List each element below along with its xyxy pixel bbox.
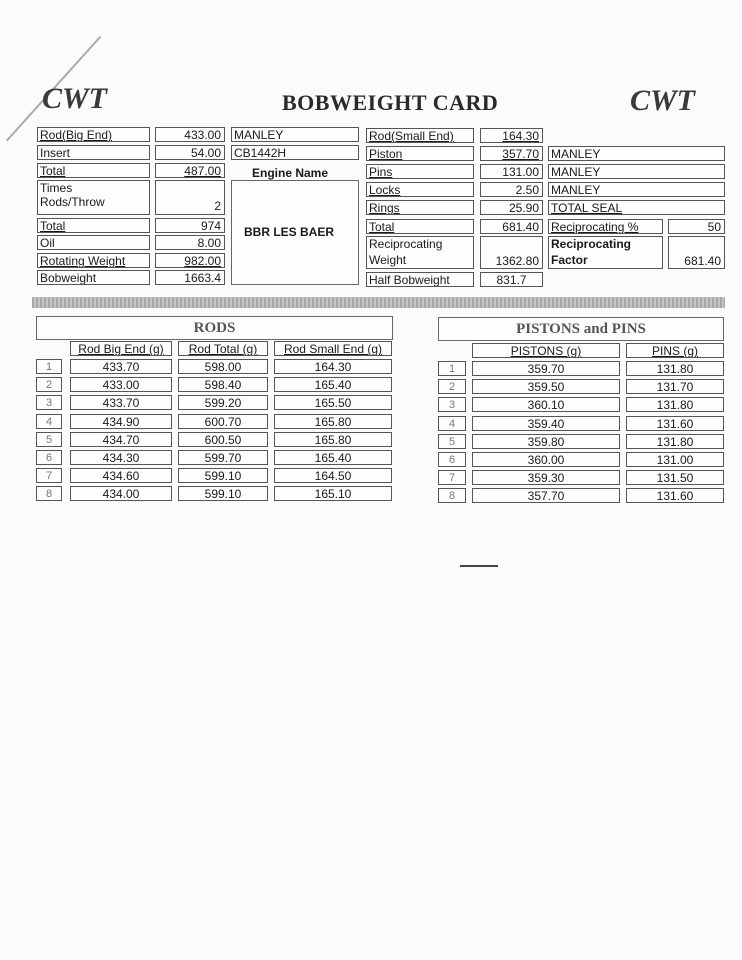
pistons-row-index: 3 <box>438 397 466 412</box>
times-value: 2 <box>155 180 225 215</box>
rods-cell-small-end: 165.40 <box>274 377 392 392</box>
rods-row-index: 3 <box>36 395 62 410</box>
rods-cell-total: 600.50 <box>178 432 268 447</box>
pistons-cell-pin: 131.80 <box>626 397 724 412</box>
rods-cell-total: 598.40 <box>178 377 268 392</box>
pistons-cell-piston: 359.50 <box>472 379 620 394</box>
pistons-row-index: 8 <box>438 488 466 503</box>
rods-cell-small-end: 165.40 <box>274 450 392 465</box>
rods-row-index: 6 <box>36 450 62 465</box>
total2-label: Total <box>37 218 150 233</box>
reciprocating-factor-value: 681.40 <box>668 236 725 269</box>
pistons-row-index: 4 <box>438 416 466 431</box>
locks-label: Locks <box>366 182 474 197</box>
rods-cell-total: 600.70 <box>178 414 268 429</box>
rods-header-total: Rod Total (g) <box>178 341 268 356</box>
bobweight-label: Bobweight <box>37 270 150 285</box>
insert-value: 54.00 <box>155 145 225 160</box>
pistons-header-piston: PISTONS (g) <box>472 343 620 358</box>
rods-cell-small-end: 165.50 <box>274 395 392 410</box>
pistons-cell-piston: 357.70 <box>472 488 620 503</box>
times-label-line2: Rods/Throw <box>40 195 105 209</box>
rod-big-end-label: Rod(Big End) <box>37 127 150 142</box>
reciprocating-factor-label <box>548 236 663 269</box>
times-label <box>37 180 150 215</box>
reciprocating-weight-label-line1: Reciprocating <box>369 237 443 251</box>
pistons-row-index: 1 <box>438 361 466 376</box>
pistons-cell-piston: 359.40 <box>472 416 620 431</box>
pistons-cell-pin: 131.50 <box>626 470 724 485</box>
piston-value: 357.70 <box>480 146 543 161</box>
locks-brand: MANLEY <box>548 182 725 197</box>
total3-label: Total <box>366 219 474 234</box>
insert-label: Insert <box>37 145 150 160</box>
rods-row-index: 2 <box>36 377 62 392</box>
pistons-cell-pin: 131.00 <box>626 452 724 467</box>
rod-big-end-brand: MANLEY <box>231 127 359 142</box>
half-bobweight-value: 831.7 <box>480 272 543 287</box>
half-bobweight-label: Half Bobweight <box>366 272 474 287</box>
rods-cell-total: 599.10 <box>178 468 268 483</box>
reciprocating-pct-label: Reciprocating % <box>548 219 663 234</box>
total2-value: 974 <box>155 218 225 233</box>
pistons-row-index: 2 <box>438 379 466 394</box>
bobweight-value: 1663.4 <box>155 270 225 285</box>
pins-label: Pins <box>366 164 474 179</box>
reciprocating-factor-label-line1: Reciprocating <box>551 237 632 251</box>
locks-value: 2.50 <box>480 182 543 197</box>
rods-cell-big-end: 433.00 <box>70 377 172 392</box>
section-divider <box>32 297 725 308</box>
rods-header-big-end: Rod Big End (g) <box>70 341 172 356</box>
pins-value: 131.00 <box>480 164 543 179</box>
rotating-weight-label: Rotating Weight <box>37 253 150 268</box>
pistons-row-index: 5 <box>438 434 466 449</box>
rods-header-small-end: Rod Small End (g) <box>274 341 392 356</box>
rods-row-index: 8 <box>36 486 62 501</box>
rods-cell-small-end: 165.80 <box>274 414 392 429</box>
rotating-weight-value: 982.00 <box>155 253 225 268</box>
rods-cell-total: 599.10 <box>178 486 268 501</box>
rods-cell-small-end: 164.30 <box>274 359 392 374</box>
rings-brand: TOTAL SEAL <box>548 200 725 215</box>
rod-small-end-label: Rod(Small End) <box>366 128 474 143</box>
rods-cell-small-end: 165.10 <box>274 486 392 501</box>
rods-cell-big-end: 434.60 <box>70 468 172 483</box>
rods-cell-big-end: 433.70 <box>70 395 172 410</box>
rings-label: Rings <box>366 200 474 215</box>
pistons-cell-pin: 131.60 <box>626 488 724 503</box>
pistons-cell-pin: 131.80 <box>626 434 724 449</box>
pistons-header-pin: PINS (g) <box>626 343 724 358</box>
reciprocating-weight-label <box>366 236 474 269</box>
rod-big-end-value: 433.00 <box>155 127 225 142</box>
rings-value: 25.90 <box>480 200 543 215</box>
rods-cell-total: 598.00 <box>178 359 268 374</box>
pistons-cell-pin: 131.60 <box>626 416 724 431</box>
rods-cell-big-end: 433.70 <box>70 359 172 374</box>
reciprocating-weight-label-line2: Weight <box>369 253 407 267</box>
total1-label: Total <box>37 163 150 178</box>
total3-value: 681.40 <box>480 219 543 234</box>
pistons-cell-piston: 360.00 <box>472 452 620 467</box>
total1-value: 487.00 <box>155 163 225 178</box>
pistons-title: PISTONS and PINS <box>438 317 724 341</box>
engine-name-label: Engine Name <box>252 166 329 180</box>
rods-cell-small-end: 164.50 <box>274 468 392 483</box>
rods-row-index: 5 <box>36 432 62 447</box>
rods-row-index: 7 <box>36 468 62 483</box>
rods-cell-total: 599.70 <box>178 450 268 465</box>
rods-cell-small-end: 165.80 <box>274 432 392 447</box>
rods-row-index: 1 <box>36 359 62 374</box>
pistons-row-index: 6 <box>438 452 466 467</box>
reciprocating-factor-label-line2: Factor <box>551 253 588 267</box>
insert-part: CB1442H <box>231 145 359 160</box>
scan-dash-mark <box>460 565 498 567</box>
rod-small-end-value: 164.30 <box>480 128 543 143</box>
pistons-cell-piston: 359.80 <box>472 434 620 449</box>
piston-label: Piston <box>366 146 474 161</box>
rods-title: RODS <box>36 316 393 340</box>
rods-cell-big-end: 434.70 <box>70 432 172 447</box>
rods-cell-big-end: 434.90 <box>70 414 172 429</box>
piston-brand: MANLEY <box>548 146 725 161</box>
pistons-cell-piston: 359.70 <box>472 361 620 376</box>
times-label-line1: Times <box>40 181 73 195</box>
pistons-row-index: 7 <box>438 470 466 485</box>
logo-left: CWT <box>42 82 108 115</box>
engine-name: BBR LES BAER <box>244 225 335 239</box>
rods-row-index: 4 <box>36 414 62 429</box>
pistons-cell-pin: 131.70 <box>626 379 724 394</box>
logo-right: CWT <box>630 84 696 117</box>
pistons-cell-pin: 131.80 <box>626 361 724 376</box>
rods-cell-big-end: 434.00 <box>70 486 172 501</box>
rods-cell-total: 599.20 <box>178 395 268 410</box>
oil-label: Oil <box>37 235 150 250</box>
oil-value: 8.00 <box>155 235 225 250</box>
reciprocating-pct-value: 50 <box>668 219 725 234</box>
reciprocating-weight-value: 1362.80 <box>480 236 543 269</box>
rods-cell-big-end: 434.30 <box>70 450 172 465</box>
pistons-cell-piston: 359.30 <box>472 470 620 485</box>
page-title: BOBWEIGHT CARD <box>282 90 499 115</box>
pistons-cell-piston: 360.10 <box>472 397 620 412</box>
pins-brand: MANLEY <box>548 164 725 179</box>
